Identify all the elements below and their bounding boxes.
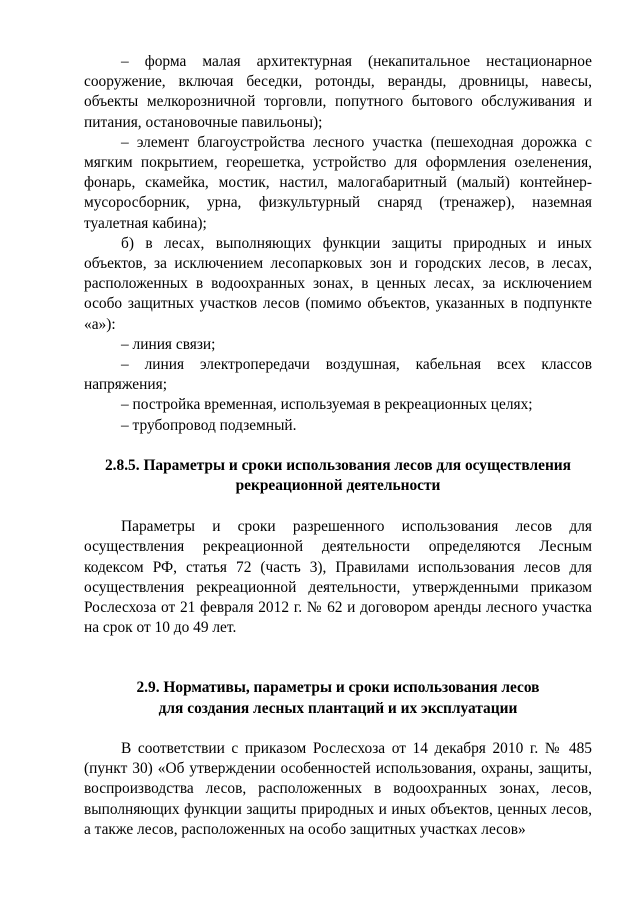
spacer <box>84 496 592 517</box>
section-2-8-5-body: Параметры и сроки разрешенного использования лесов для осуществления рекреационной деятельности определяются Лесным кодексом РФ, статья 72 (часть 3), Правилами использования лесов для осуществления рекреационной деятельности, утвержденными приказом Рослесхоза от 21 февраля 2012 г. № 62 и договором аренды лесного участка на срок от 10 до 49 лет. <box>84 518 592 637</box>
list-item-underground-pipeline: – трубопровод подземный. <box>121 416 297 434</box>
section-2-8-5-heading-line-1: 2.8.5. Параметры и сроки использования лесов для осуществления <box>104 456 572 474</box>
section-2-9-heading-line-1: 2.9. Нормативы, параметры и сроки использования лесов <box>136 679 540 697</box>
list-item-small-architecture-form: – форма малая архитектурная (некапитальное нестационарное сооружение, включая беседки, ротонды, веранды, дровницы, навесы, объекты мелкорозничной торговли, попутного бытового обслуживания и питания, остановочные павильоны); <box>84 53 592 131</box>
list-item-temporary-building: – постройка временная, используемая в рекреационных целях; <box>121 396 533 414</box>
document-page <box>84 52 592 840</box>
spacer <box>84 436 592 456</box>
spacer <box>84 638 592 678</box>
list-item-power-line: – линия электропередачи воздушная, кабельная всех классов напряжения; <box>84 356 592 394</box>
section-2-9-heading-line-2: для создания лесных плантаций и их эксплуатации <box>158 699 518 717</box>
section-2-9-body: В соответствии с приказом Рослесхоза от 14 декабря 2010 г. № 485 (пункт 30) «Об утверждении особенностей использования, охраны, защиты, воспроизводства лесов, расположенных в водоохранных зонах, лесов, выполняющих функции защиты природных и иных объектов, ценных лесов, а также лесов, расположенных на особо защитных участках лесов» <box>84 739 592 838</box>
list-item-communication-line: – линия связи; <box>121 335 216 353</box>
section-2-8-5-heading-line-2: рекреационной деятельности <box>235 477 441 495</box>
spacer <box>84 719 592 739</box>
list-item-improvement-element: – элемент благоустройства лесного участка (пешеходная дорожка с мягким покрытием, георешетка, устройство для оформления озеленения, фонарь, скамейка, мостик, настил, малогабаритный (малый) контейнер-мусоросборник, урна, физкультурный снаряд (тренажер), наземная туалетная кабина); <box>84 133 592 232</box>
paragraph-point-b: б) в лесах, выполняющих функции защиты природных и иных объектов, за исключением лесопарковых зон и городских лесов, в лесах, расположенных в водоохранных зонах, в ценных лесах, за исключением особо защитных участков лесов (помимо объектов, указанных в подпункте «а»): <box>84 234 592 333</box>
